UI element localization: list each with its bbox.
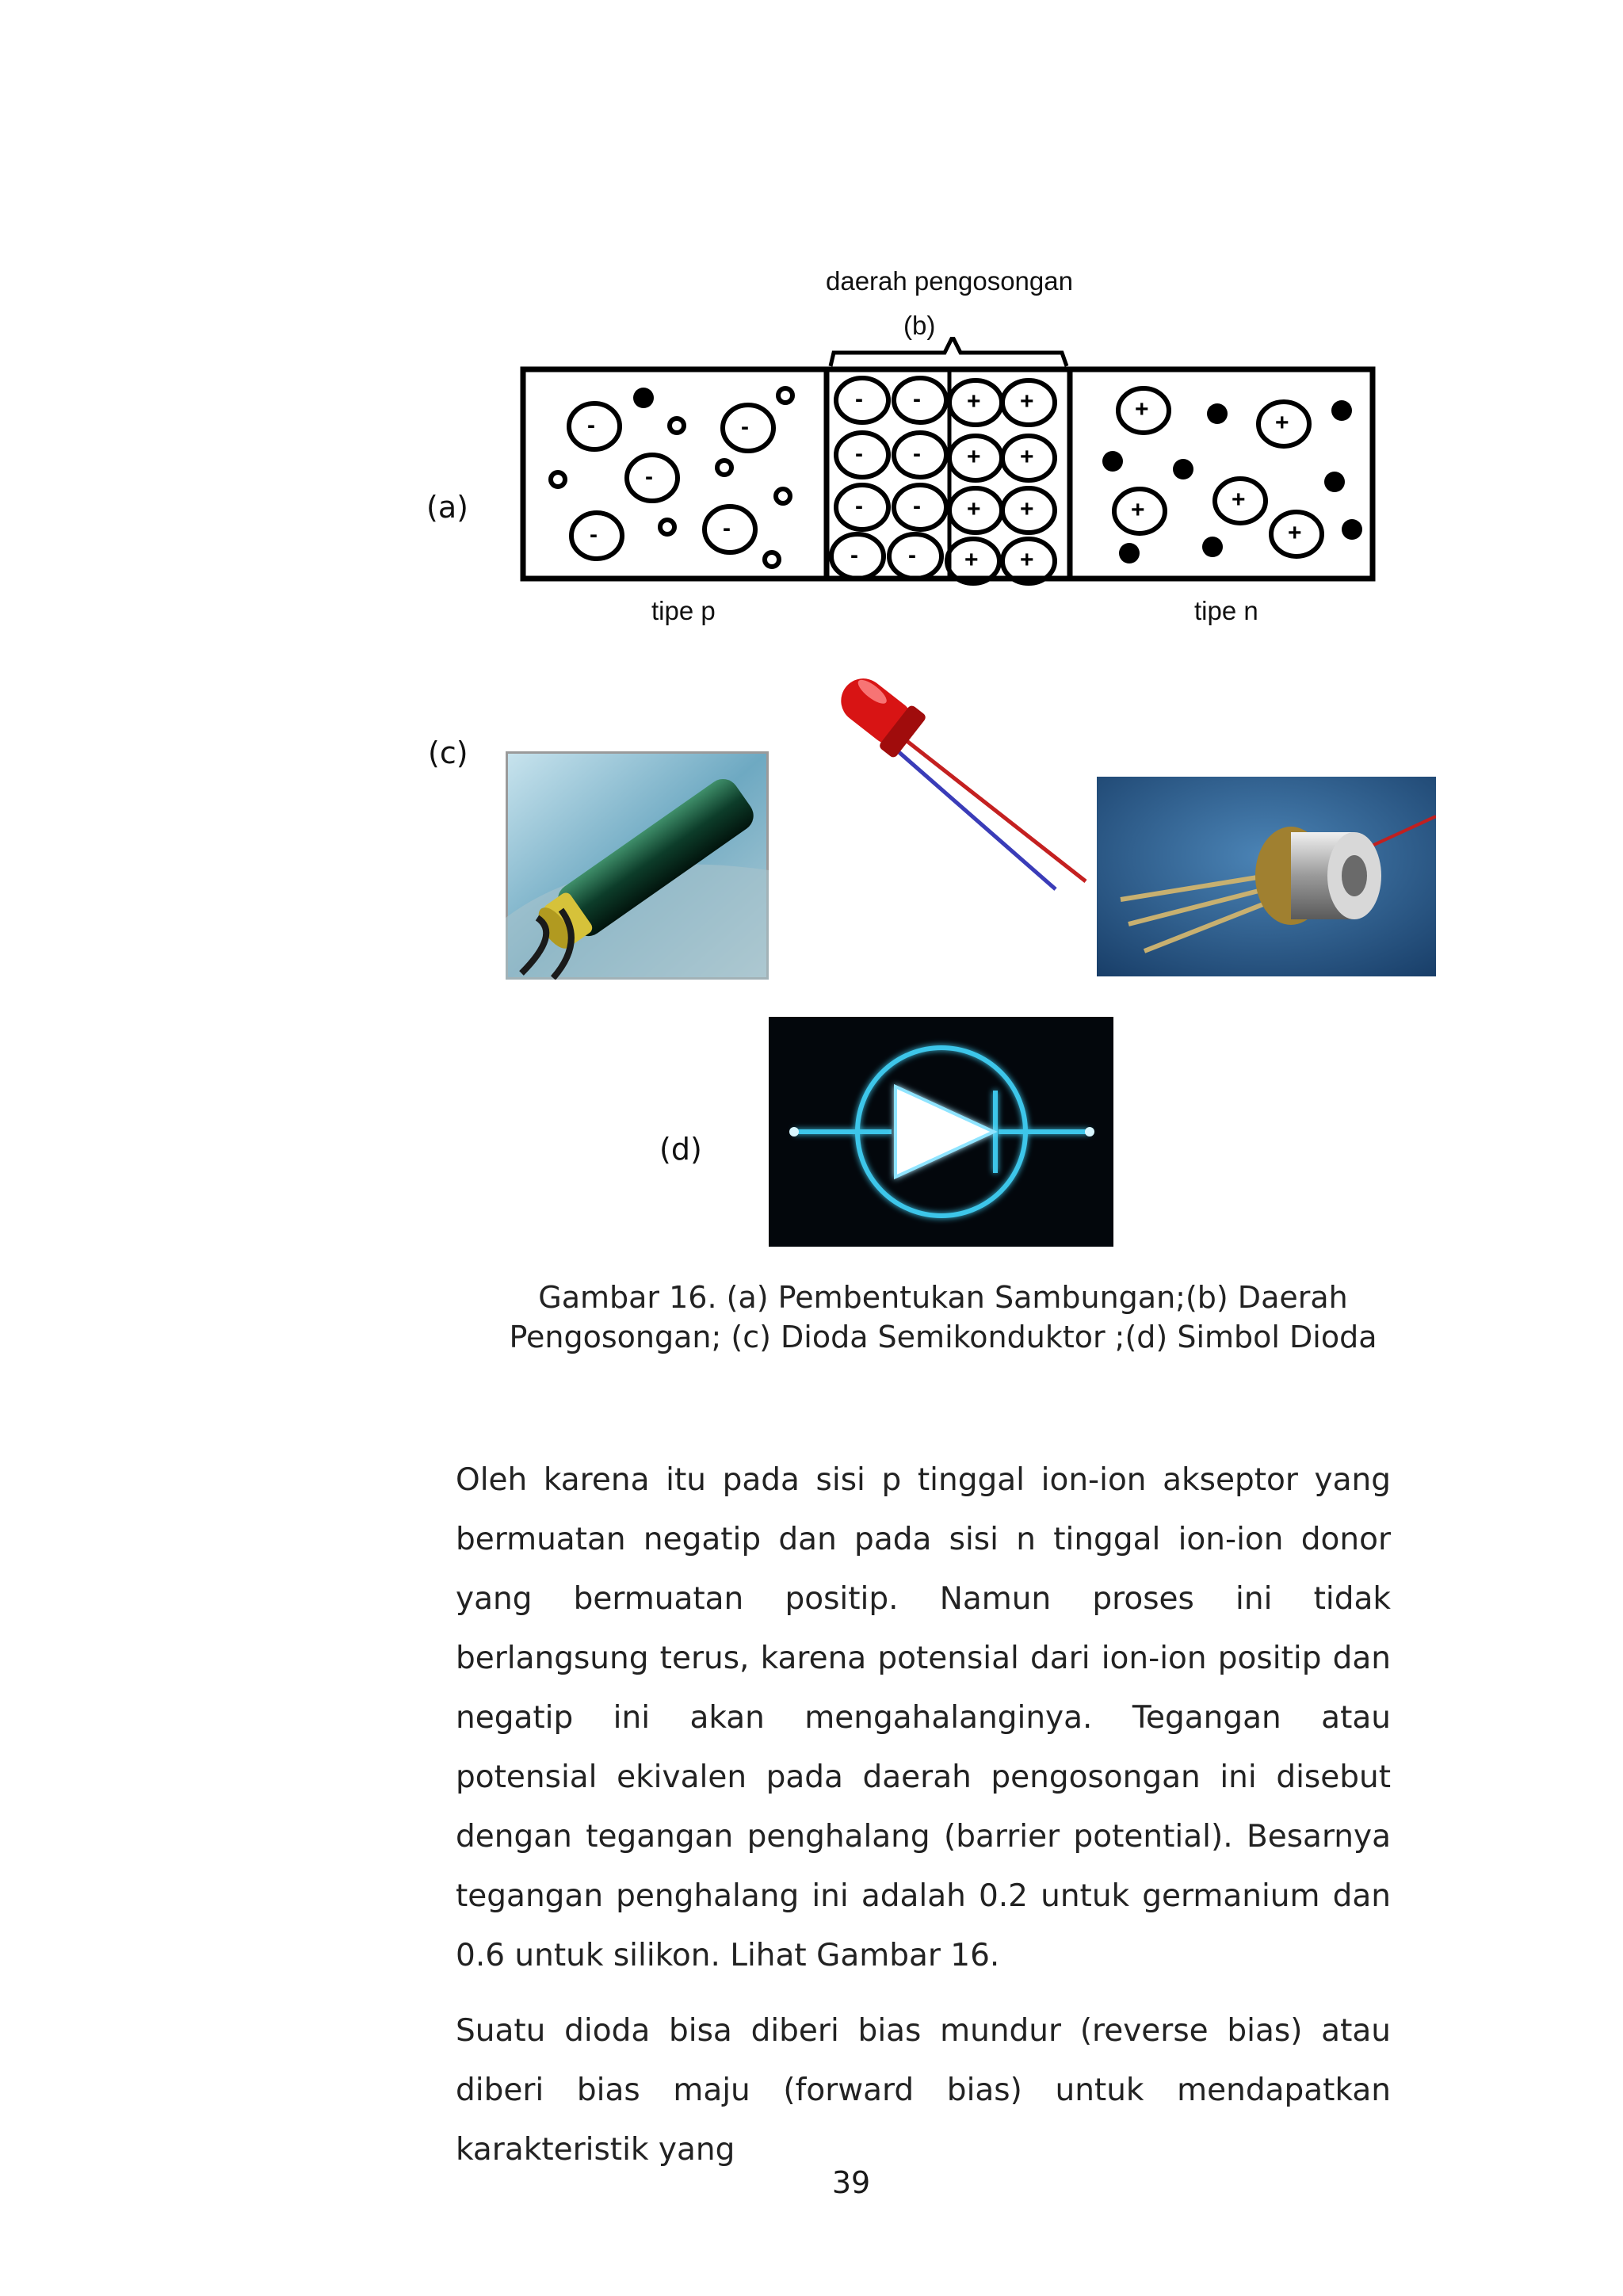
minus-sign: - (913, 386, 921, 412)
plus-sign: + (964, 547, 979, 573)
body-text (456, 1450, 1391, 2195)
plus-sign: + (967, 388, 981, 415)
p-type-label: tipe p (651, 596, 716, 625)
led-photo (808, 658, 1094, 896)
label-b: (b) (903, 311, 936, 340)
page-number: 39 (831, 2165, 871, 2200)
pn-junction-diagram (507, 337, 1387, 598)
plus-sign: + (1020, 388, 1034, 415)
laser-module-photo (506, 751, 769, 980)
minus-sign: - (741, 414, 749, 440)
plus-sign: + (1020, 496, 1034, 522)
label-d: (d) (659, 1132, 702, 1167)
minus-sign: - (723, 515, 731, 541)
plus-sign: + (967, 444, 981, 470)
plus-sign: + (967, 496, 981, 522)
plus-sign: + (1232, 487, 1246, 513)
plus-sign: + (1020, 444, 1034, 470)
electron-stray (633, 388, 654, 408)
n-type-label: tipe n (1194, 596, 1258, 625)
minus-sign: - (913, 493, 921, 519)
plus-sign: + (1288, 520, 1302, 546)
plus-sign: + (1131, 497, 1145, 523)
depletion-region-label: daerah pengosongan (826, 266, 1073, 296)
minus-sign: - (855, 386, 863, 412)
plus-sign: + (1020, 547, 1034, 573)
minus-sign: - (590, 521, 598, 548)
diode-symbol (769, 1017, 1113, 1247)
paragraph-2: Suatu dioda bisa diberi bias mundur (reverse bias) atau diberi bias maju (forward bias) untuk mendapatkan karakteristik yang (456, 2013, 1391, 2168)
plus-sign: + (1275, 410, 1289, 436)
laser-diode-photo (1097, 777, 1436, 976)
label-a: (a) (426, 490, 468, 525)
minus-sign: - (913, 441, 921, 467)
depletion-brace (831, 337, 1067, 366)
caption-line-2: Pengosongan; (c) Dioda Semikonduktor ;(d) Simbol Dioda (509, 1320, 1377, 1354)
plus-sign: + (1135, 396, 1149, 422)
caption-line-1: Gambar 16. (a) Pembentukan Sambungan;(b) Daerah (538, 1280, 1348, 1315)
minus-sign: - (645, 464, 653, 490)
minus-sign: - (855, 441, 863, 467)
minus-sign: - (587, 412, 595, 438)
label-c: (c) (428, 735, 468, 770)
minus-sign: - (908, 542, 916, 568)
figure-caption (475, 1278, 1411, 1357)
paragraph-1: Oleh karena itu pada sisi p tinggal ion-ion akseptor yang bermuatan negatip dan pada sisi n tinggal ion-ion donor yang bermuatan positip. Namun proses ini tidak berlangsung terus, karena potensial dari ion-ion positip dan negatip ini akan mengahalanginya. Tegangan atau potensial ekivalen pada daerah pengosongan ini disebut dengan tegangan penghalang (barrier potential). Besarnya tegangan penghalang ini adalah 0.2 untuk germanium dan 0.6 untuk silikon. Lihat Gambar 16. (456, 1462, 1391, 1973)
minus-sign: - (855, 493, 863, 519)
minus-sign: - (850, 542, 858, 568)
